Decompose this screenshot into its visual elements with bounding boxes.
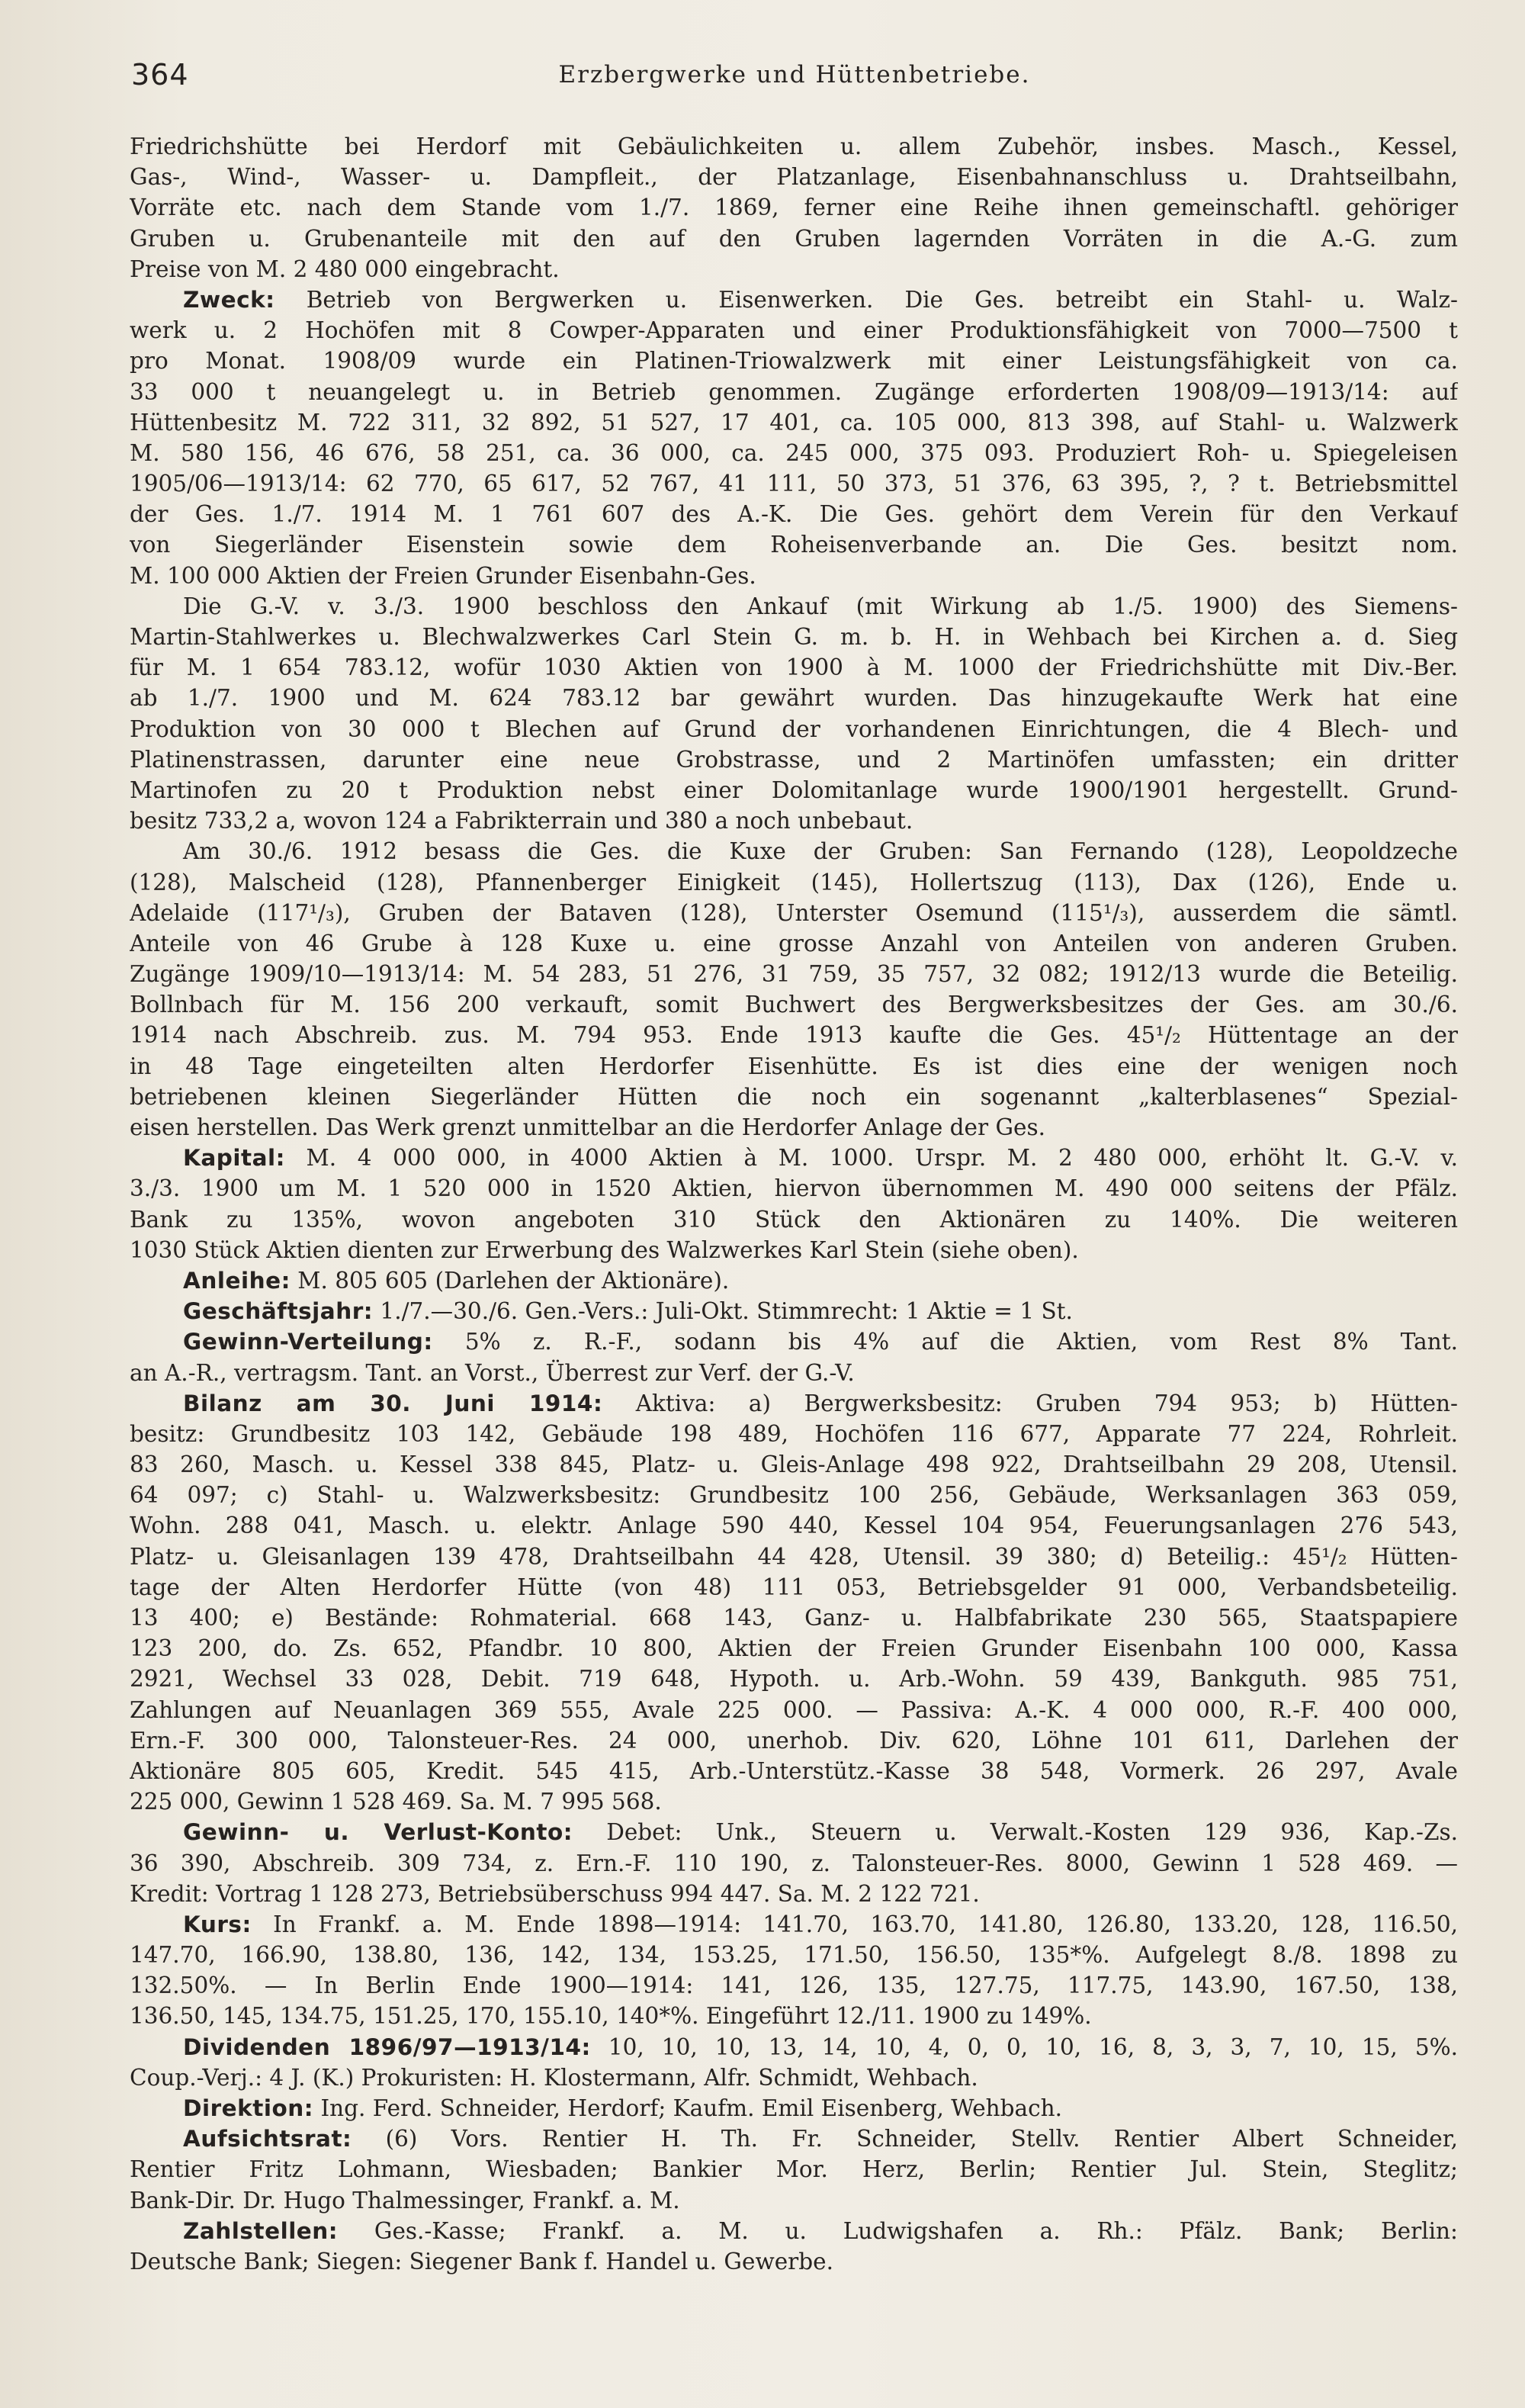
section-line [130,1265,1458,1296]
section-heading: Bilanz am 30. Juni 1914: [183,1390,603,1416]
text-line [130,529,1458,560]
line-text: Wohn. 288 041, Masch. u. elektr. Anlage 590 440, Kessel 104 954, Feuerungsanlagen 276 543, [130,1513,1458,1539]
section-line [130,285,1458,315]
text-line [130,652,1458,683]
text-line [130,1480,1458,1510]
line-text: 5% z. R.-F., sodann bis 4% auf die Aktien, vom Rest 8% Tant. [432,1329,1458,1355]
text-line [130,162,1458,192]
text-line [130,1695,1458,1725]
text-line [130,254,1458,285]
section-line [130,2123,1458,2154]
section-heading: Kapital: [183,1145,285,1172]
line-text: Platinenstrassen, darunter eine neue Grobstrasse, und 2 Martinöfen umfassten; ein dritter [130,746,1458,773]
text-line [130,959,1458,989]
section-heading: Dividenden 1896/97—1913/14: [183,2033,591,2060]
line-text: für M. 1 654 783.12, wofür 1030 Aktien von 1900 à M. 1000 der Friedrichshütte mit Div.-Ber. [130,654,1458,681]
line-text: ab 1./7. 1900 und M. 624 783.12 bar gewährt wurden. Das hinzugekaufte Werk hat eine [130,685,1458,712]
text-line [130,1082,1458,1112]
line-text: Preise von M. 2 480 000 eingebracht. [130,256,560,282]
line-text: Hüttenbesitz M. 722 311, 32 892, 51 527, 17 401, ca. 105 000, 813 398, auf Stahl- u. Walzwerk [130,409,1458,436]
text-line [130,1112,1458,1143]
line-text: 10, 10, 10, 13, 14, 10, 4, 0, 0, 10, 16, 8, 3, 3, 7, 10, 15, 5%. [590,2033,1458,2060]
line-text: 1905/06—1913/14: 62 770, 65 617, 52 767, 41 111, 50 373, 51 376, 63 395, ?, ? t. Betriebsmittel [130,471,1458,497]
line-text: 1./7.—30./6. Gen.-Vers.: Juli-Okt. Stimmrecht: 1 Aktie = 1 St. [373,1298,1073,1325]
line-text: Rentier Fritz Lohmann, Wiesbaden; Bankier Mor. Herz, Berlin; Rentier Jul. Stein, Steglitz; [130,2156,1458,2183]
text-line [130,407,1458,438]
section-heading: Zweck: [183,286,275,313]
section-line [130,1909,1458,1940]
text-line [130,1970,1458,2001]
line-text: Martinofen zu 20 t Produktion nebst einer Dolomitanlage wurde 1900/1901 hergestellt. Grund- [130,776,1458,803]
line-text: (6) Vors. Rentier H. Th. Fr. Schneider, Stellv. Rentier Albert Schneider, [352,2126,1458,2152]
line-text: Friedrichshütte bei Herdorf mit Gebäulichkeiten u. allem Zubehör, insbes. Masch., Kessel, [130,133,1458,159]
line-text: Debet: Unk., Steuern u. Verwalt.-Kosten 129 936, Kap.-Zs. [573,1819,1458,1846]
line-text: 225 000, Gewinn 1 528 469. Sa. M. 7 995 568. [130,1789,662,1815]
line-text: Bank zu 135%, wovon angeboten 310 Stück den Aktionären zu 140%. Die weiteren [130,1206,1458,1233]
body-text [130,131,1458,2277]
line-text: 36 390, Abschreib. 309 734, z. Ern.-F. 110 190, z. Talonsteuer-Res. 8000, Gewinn 1 528 469. — [130,1850,1458,1876]
text-line [130,836,1458,866]
line-text: pro Monat. 1908/09 wurde ein Platinen-Triowalzwerk mit einer Leistungsfähigkeit von ca. [130,348,1458,375]
line-text: Martin-Stahlwerkes u. Blechwalzwerkes Carl Stein G. m. b. H. in Wehbach bei Kirchen a. d. Sieg [130,624,1458,650]
text-line [130,192,1458,223]
text-line [130,1633,1458,1664]
line-text: 147.70, 166.90, 138.80, 136, 142, 134, 153.25, 171.50, 156.50, 135*%. Aufgelegt 8./8. 1898 zu [130,1942,1458,1969]
running-head [131,58,1458,101]
text-line [130,1449,1458,1480]
text-line [130,622,1458,652]
text-line [130,1020,1458,1050]
line-text: 33 000 t neuangelegt u. in Betrieb genommen. Zugänge erforderten 1908/09—1913/14: auf [130,378,1458,405]
line-text: besitz 733,2 a, wovon 124 a Fabrikterrain und 380 a noch unbebaut. [130,808,913,834]
line-text: Platz- u. Gleisanlagen 139 478, Drahtseilbahn 44 428, Utensil. 39 380; d) Beteilig.: 45¹/₂ Hütten- [130,1543,1458,1570]
line-text: Ing. Ferd. Schneider, Herdorf; Kaufm. Emil Eisenberg, Wehbach. [313,2095,1063,2121]
line-text: 83 260, Masch. u. Kessel 338 845, Platz- u. Gleis-Anlage 498 922, Drahtseilbahn 29 208, Utensil. [130,1452,1458,1478]
line-text: Bollnbach für M. 156 200 verkauft, somit Buchwert des Bergwerksbesitzes der Ges. am 30./6. [130,992,1458,1018]
page-number: 364 [131,58,189,92]
text-line [130,1419,1458,1449]
text-line [130,1510,1458,1541]
line-text: Gas-, Wind-, Wasser- u. Dampfleit., der Platzanlage, Eisenbahnanschluss u. Drahtseilbahn, [130,164,1458,191]
text-line [130,1204,1458,1235]
line-text: Produktion von 30 000 t Blechen auf Grund der vorhandenen Einrichtungen, die 4 Blech- und [130,715,1458,742]
text-line [130,2062,1458,2093]
text-line [130,1358,1458,1388]
line-text: Am 30./6. 1912 besass die Ges. die Kuxe der Gruben: San Fernando (128), Leopoldzeche [183,838,1458,865]
text-line [130,775,1458,805]
line-text: 136.50, 145, 134.75, 151.25, 170, 155.10, 140*%. Eingeführt 12./11. 1900 zu 149%. [130,2003,1092,2030]
text-line [130,561,1458,591]
text-line [130,714,1458,744]
text-line [130,805,1458,836]
line-text: 13 400; e) Bestände: Rohmaterial. 668 143, Ganz- u. Halbfabrikate 230 565, Staatspapiere [130,1605,1458,1631]
line-text: M. 805 605 (Darlehen der Aktionäre). [290,1267,730,1294]
line-text: an A.-R., vertragsm. Tant. an Vorst., Überrest zur Verf. der G.-V. [130,1359,855,1386]
line-text: Zugänge 1909/10—1913/14: M. 54 283, 51 276, 31 759, 35 757, 32 082; 1912/13 wurde die Beteilig. [130,961,1458,988]
text-line [130,1879,1458,1909]
line-text: M. 100 000 Aktien der Freien Grunder Eisenbahn-Ges. [130,562,756,589]
section-heading: Gewinn- u. Verlust-Konto: [183,1819,573,1846]
text-line [130,2001,1458,2031]
text-line [130,223,1458,254]
text-line [130,683,1458,713]
line-text: der Ges. 1./7. 1914 M. 1 761 607 des A.-K. Die Ges. gehört dem Verein für den Verkauf [130,501,1458,528]
line-text: Aktionäre 805 605, Kredit. 545 415, Arb.-Unterstütz.-Kasse 38 548, Vormerk. 26 297, Avale [130,1757,1458,1784]
text-line [130,346,1458,376]
text-line [130,2154,1458,2185]
text-line [130,744,1458,775]
line-text: M. 580 156, 46 676, 58 251, ca. 36 000, ca. 245 000, 375 093. Produziert Roh- u. Spiegeleisen [130,439,1458,466]
line-text: Zahlungen auf Neuanlagen 369 555, Avale 225 000. — Passiva: A.-K. 4 000 000, R.-F. 400 000, [130,1696,1458,1723]
line-text: Bank-Dir. Dr. Hugo Thalmessinger, Frankf. a. M. [130,2187,680,2213]
line-text: 1030 Stück Aktien dienten zur Erwerbung des Walzwerkes Karl Stein (siehe oben). [130,1236,1079,1263]
line-text: Aktiva: a) Bergwerksbesitz: Gruben 794 953; b) Hütten- [602,1390,1458,1416]
section-line [130,2216,1458,2246]
section-heading: Geschäftsjahr: [183,1298,374,1325]
text-line [130,499,1458,529]
text-line [130,867,1458,898]
line-text: 64 097; c) Stahl- u. Walzwerksbesitz: Grundbesitz 100 256, Gebäude, Werksanlagen 363 059, [130,1482,1458,1509]
text-line [130,1542,1458,1572]
text-line [130,1786,1458,1817]
text-line [130,377,1458,407]
text-line [130,1173,1458,1204]
line-text: von Siegerländer Eisenstein sowie dem Roheisenverbande an. Die Ges. besitzt nom. [130,532,1458,558]
text-line [130,2185,1458,2216]
line-text: Betrieb von Bergwerken u. Eisenwerken. Die Ges. betreibt ein Stahl- u. Walz- [274,286,1458,313]
line-text: tage der Alten Herdorfer Hütte (von 48) 111 053, Betriebsgelder 91 000, Verbandsbeteilig. [130,1574,1458,1600]
text-line [130,928,1458,959]
section-heading: Anleihe: [183,1267,291,1294]
section-line [130,1143,1458,1173]
line-text: In Frankf. a. M. Ende 1898—1914: 141.70, 163.70, 141.80, 126.80, 133.20, 128, 116.50, [251,1911,1458,1937]
line-text: Ern.-F. 300 000, Talonsteuer-Res. 24 000, unerhob. Div. 620, Löhne 101 611, Darlehen der [130,1727,1458,1754]
text-line [130,468,1458,499]
section-line [130,1388,1458,1419]
line-text: werk u. 2 Hochöfen mit 8 Cowper-Apparaten und einer Produktionsfähigkeit von 7000—7500 t [130,317,1458,344]
text-line [130,315,1458,346]
line-text: M. 4 000 000, in 4000 Aktien à M. 1000. Urspr. M. 2 480 000, erhöht lt. G.-V. v. [284,1145,1458,1172]
text-line [130,1235,1458,1265]
line-text: Adelaide (117¹/₃), Gruben der Bataven (128), Unterster Osemund (115¹/₃), ausserdem die sämtl. [130,899,1458,926]
line-text: Anteile von 46 Grube à 128 Kuxe u. eine grosse Anzahl von Anteilen von anderen Gruben. [130,930,1458,956]
text-line [130,1940,1458,1970]
text-line [130,1664,1458,1694]
line-text: 3./3. 1900 um M. 1 520 000 in 1520 Aktien, hiervon übernommen M. 490 000 seitens der Pfälz. [130,1175,1458,1202]
text-line [130,1572,1458,1603]
section-heading: Direktion: [183,2095,314,2121]
section-heading: Zahlstellen: [183,2217,339,2244]
text-line [130,1603,1458,1633]
line-text: besitz: Grundbesitz 103 142, Gebäude 198 489, Hochöfen 116 677, Apparate 77 224, Rohrleit. [130,1420,1458,1447]
line-text: Coup.-Verj.: 4 J. (K.) Prokuristen: H. Klostermann, Alfr. Schmidt, Wehbach. [130,2064,978,2091]
section-line [130,2093,1458,2123]
line-text: Deutsche Bank; Siegen: Siegener Bank f. Handel u. Gewerbe. [130,2248,833,2275]
text-line [130,898,1458,928]
line-text: 123 200, do. Zs. 652, Pfandbr. 10 800, Aktien der Freien Grunder Eisenbahn 100 000, Kassa [130,1635,1458,1662]
line-text: eisen herstellen. Das Werk grenzt unmittelbar an die Herdorfer Anlage der Ges. [130,1114,1046,1140]
text-line [130,989,1458,1020]
line-text: Vorräte etc. nach dem Stande vom 1./7. 1869, ferner eine Reihe ihnen gemeinschaftl. gehöriger [130,195,1458,221]
text-line [130,1725,1458,1756]
section-heading: Kurs: [183,1911,252,1937]
line-text: (128), Malscheid (128), Pfannenberger Einigkeit (145), Hollertszug (113), Dax (126), Ende u. [130,869,1458,895]
line-text: betriebenen kleinen Siegerländer Hütten die noch ein sogenannt „kalterblasenes“ Spezial- [130,1083,1458,1110]
line-text: Ges.-Kasse; Frankf. a. M. u. Ludwigshafen a. Rh.: Pfälz. Bank; Berlin: [338,2217,1458,2244]
line-text: Gruben u. Grubenanteile mit den auf den Gruben lagernden Vorräten in die A.-G. zum [130,225,1458,252]
line-text: Kredit: Vortrag 1 128 273, Betriebsüberschuss 994 447. Sa. M. 2 122 721. [130,1880,980,1907]
text-line [130,591,1458,622]
section-heading: Gewinn-Verteilung: [183,1329,433,1355]
line-text: 1914 nach Abschreib. zus. M. 794 953. Ende 1913 kaufte die Ges. 45¹/₂ Hüttentage an der [130,1022,1458,1049]
text-line [130,438,1458,468]
text-line [130,131,1458,162]
section-heading: Aufsichtsrat: [183,2126,352,2152]
text-line [130,2246,1458,2277]
text-line [130,1756,1458,1786]
line-text: 132.50%. — In Berlin Ende 1900—1914: 141, 126, 135, 127.75, 117.75, 143.90, 167.50, 138, [130,1972,1458,1999]
line-text: 2921, Wechsel 33 028, Debit. 719 648, Hypoth. u. Arb.-Wohn. 59 439, Bankguth. 985 751, [130,1666,1458,1693]
section-line [130,1817,1458,1847]
text-line [130,1051,1458,1082]
line-text: in 48 Tage eingeteilten alten Herdorfer Eisenhütte. Es ist dies eine der wenigen noch [130,1053,1458,1079]
section-line [130,2032,1458,2062]
section-line [130,1296,1458,1326]
running-title: Erzbergwerke und Hüttenbetriebe. [558,61,1031,88]
line-text: Die G.-V. v. 3./3. 1900 beschloss den Ankauf (mit Wirkung ab 1./5. 1900) des Siemens- [183,593,1458,619]
section-line [130,1326,1458,1357]
text-line [130,1848,1458,1879]
